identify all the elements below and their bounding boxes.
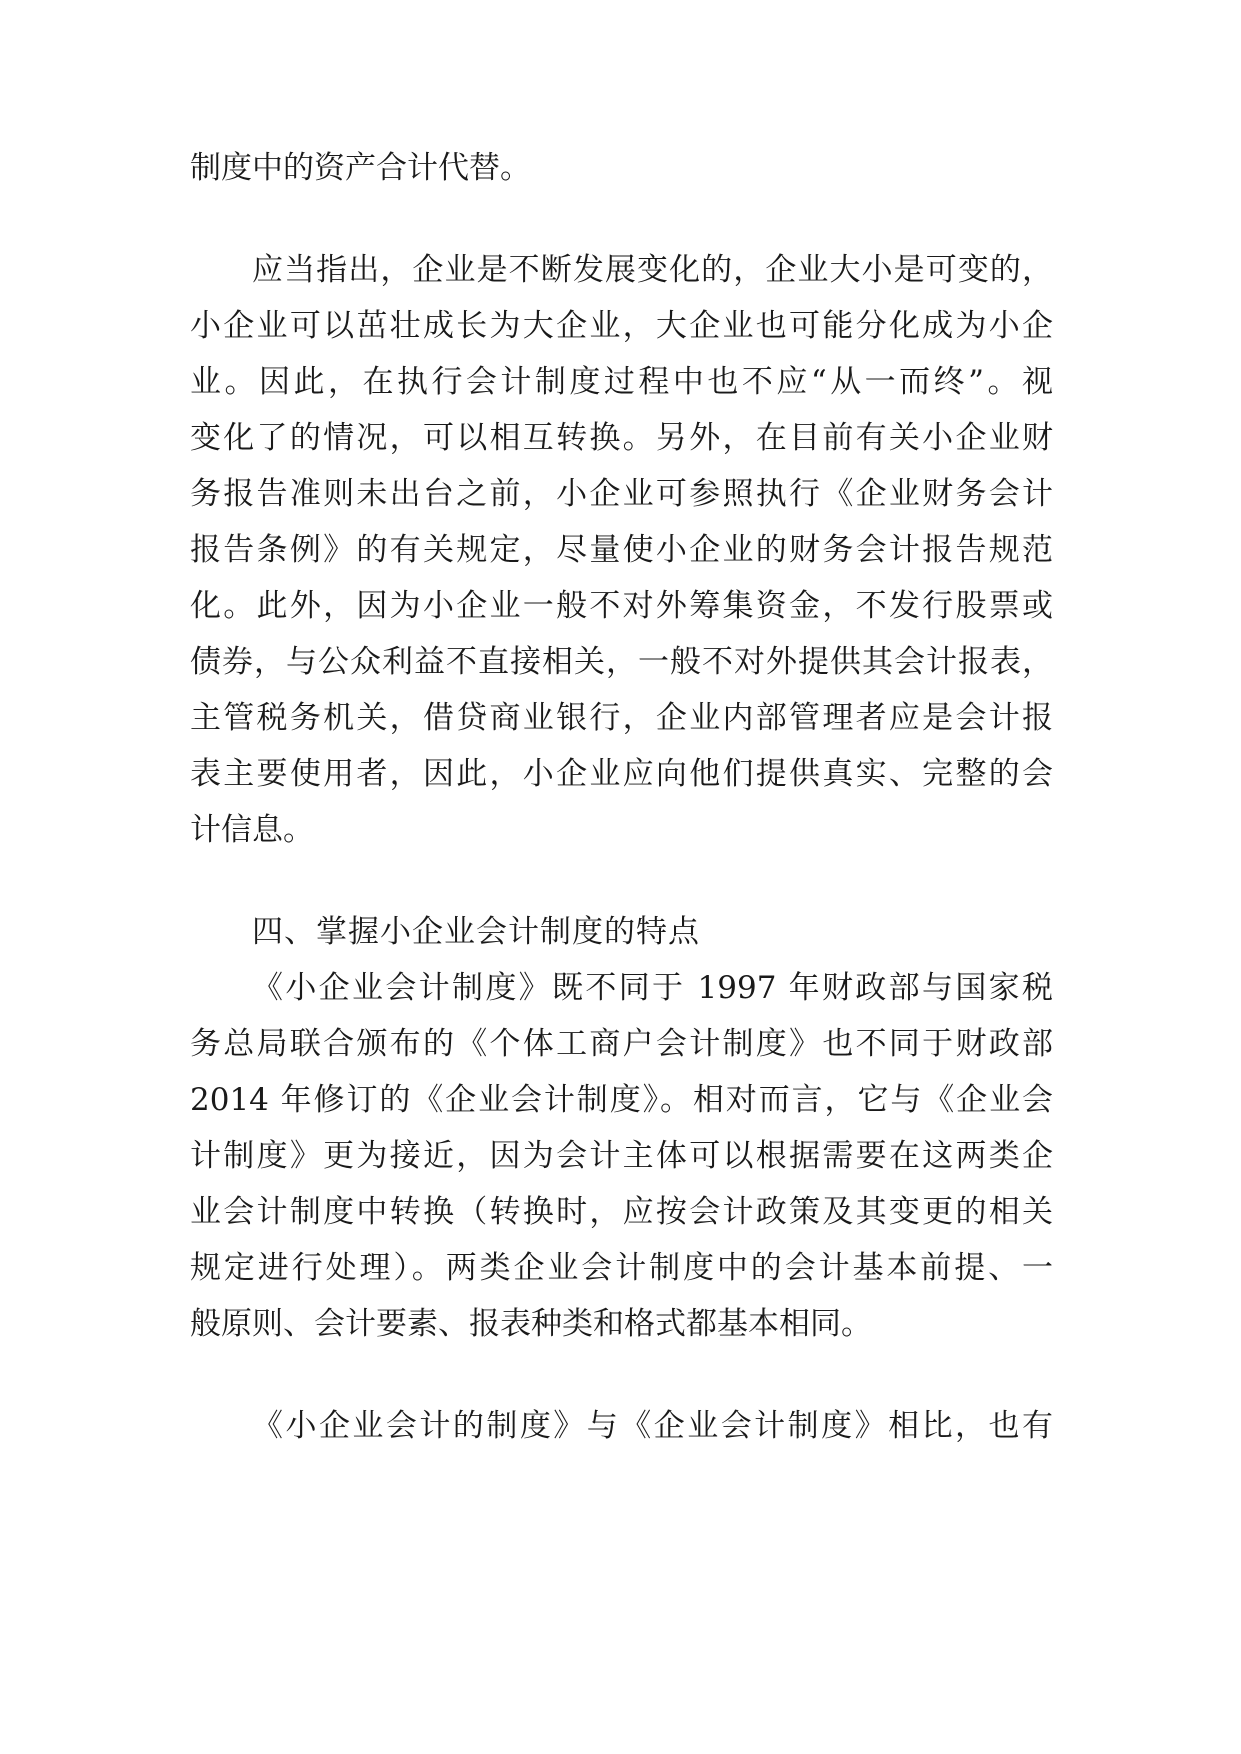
section-line: 业会计制度中转换（转换时，应按会计政策及其变更的相关 xyxy=(190,1194,1053,1230)
note-line: 主管税务机关，借贷商业银行，企业内部管理者应是会计报 xyxy=(190,700,1053,736)
note-line: 计信息。 xyxy=(190,812,314,848)
section-line: 2014 年修订的《企业会计制度》。相对而言，它与《企业会 xyxy=(190,1082,1053,1118)
note-line: 债券，与公众利益不直接相关，一般不对外提供其会计报表， xyxy=(190,644,1053,680)
section-line: 规定进行处理）。两类企业会计制度中的会计基本前提、一 xyxy=(190,1250,1053,1286)
note-line: 变化了的情况，可以相互转换。另外，在目前有关小企业财 xyxy=(190,420,1053,456)
note-line: 务报告准则未出台之前，小企业可参照执行《企业财务会计 xyxy=(190,476,1053,512)
section-line: 务总局联合颁布的《个体工商户会计制度》也不同于财政部 xyxy=(190,1026,1053,1062)
note-line: 报告条例》的有关规定，尽量使小企业的财务会计报告规范 xyxy=(190,532,1053,568)
note-line: 业。因此，在执行会计制度过程中也不应“从一而终”。视 xyxy=(190,364,1053,400)
note-line: 化。此外，因为小企业一般不对外筹集资金，不发行股票或 xyxy=(190,588,1053,624)
section-line: 计制度》更为接近，因为会计主体可以根据需要在这两类企 xyxy=(190,1138,1053,1174)
compare-line: 《小企业会计的制度》与《企业会计制度》相比，也有 xyxy=(252,1408,1053,1444)
section-line: 般原则、会计要素、报表种类和格式都基本相同。 xyxy=(190,1306,872,1342)
intro-line: 制度中的资产合计代替。 xyxy=(190,150,531,186)
section-line: 《小企业会计制度》既不同于 1997 年财政部与国家税 xyxy=(252,970,1053,1006)
note-line: 小企业可以茁壮成长为大企业，大企业也可能分化成为小企 xyxy=(190,308,1053,344)
note-line: 应当指出，企业是不断发展变化的，企业大小是可变的， xyxy=(252,252,1053,288)
note-line: 表主要使用者，因此，小企业应向他们提供真实、完整的会 xyxy=(190,756,1053,792)
section-heading: 四、掌握小企业会计制度的特点 xyxy=(252,914,700,950)
